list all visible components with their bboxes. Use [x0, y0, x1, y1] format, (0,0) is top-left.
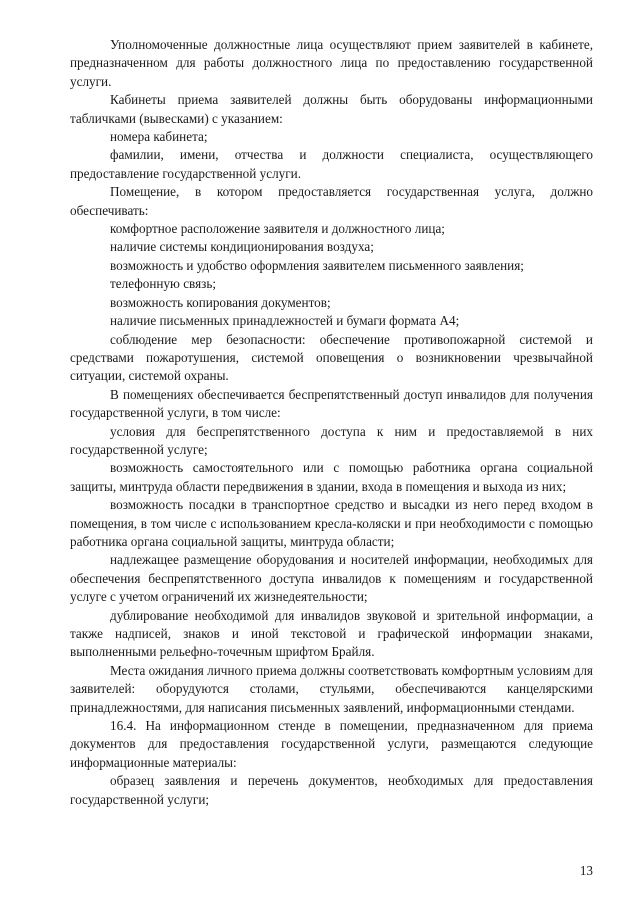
paragraph: Места ожидания личного приема должны соответствовать комфортным условиям для заявителей: оборудуются столами, стульями, обеспечиваются канцелярскими принадлежностями, для написания письменных заявлений, информационными стендами. [70, 662, 593, 715]
paragraph: дублирование необходимой для инвалидов звуковой и зрительной информации, а также надписей, знаков и иной текстовой и графической информации знаками, выполненными рельефно-точечным шрифтом Брайля. [70, 607, 593, 660]
paragraph: условия для беспрепятственного доступа к ним и предоставляемой в них государственной услуге; [70, 423, 593, 457]
paragraph: номера кабинета; [110, 129, 208, 145]
paragraph: наличие системы кондиционирования воздуха; [110, 239, 374, 255]
paragraph: фамилии, имени, отчества и должности специалиста, осуществляющего предоставление государственной услуги. [70, 147, 593, 181]
page-number: 13 [579, 863, 593, 878]
paragraph: возможность копирования документов; [110, 294, 331, 310]
paragraph: телефонную связь; [110, 276, 217, 292]
paragraph: соблюдение мер безопасности: обеспечение противопожарной системой и средствами пожаротушения, системой оповещения о возникновении чрезвычайной ситуации, системой охраны. [70, 331, 593, 384]
paragraph: комфортное расположение заявителя и должностного лица; [110, 221, 445, 237]
paragraph: В помещениях обеспечивается беспрепятственный доступ инвалидов для получения государственной услуги, в том числе: [70, 386, 593, 421]
paragraph: 16.4. На информационном стенде в помещении, предназначенном для приема документов для предоставления государственной услуги, размещаются следующие информационные материалы: [70, 718, 593, 770]
paragraph: возможность посадки в транспортное средство и высадки из него перед входом в помещения, в том числе с использованием кресла-коляски и при необходимости с помощью работника органа социальной защиты, минтруда области; [70, 497, 593, 549]
paragraph: образец заявления и перечень документов, необходимых для предоставления государственной услуги; [70, 773, 593, 807]
paragraph: Уполномоченные должностные лица осуществляют прием заявителей в кабинете, предназначенном для работы должностного лица по предоставлению государственной услуги. [70, 37, 593, 89]
paragraph: надлежащее размещение оборудования и носителей информации, необходимых для обеспечения беспрепятственного доступа инвалидов к помещениям и государственной услуге с учетом ограничений их жизнедеятельности; [70, 552, 593, 605]
paragraph: возможность и удобство оформления заявителем письменного заявления; [110, 257, 524, 273]
paragraph: возможность самостоятельного или с помощью работника органа социальной защиты, минтруда области передвижения в здании, входа в помещения и выхода из них; [70, 460, 593, 494]
paragraph: Помещение, в котором предоставляется государственная услуга, должно обеспечивать: [70, 184, 593, 218]
body-text [70, 36, 593, 809]
paragraph: наличие письменных принадлежностей и бумаги формата А4; [110, 313, 460, 329]
paragraph: Кабинеты приема заявителей должны быть оборудованы информационными табличками (вывесками) с указанием: [70, 92, 593, 126]
